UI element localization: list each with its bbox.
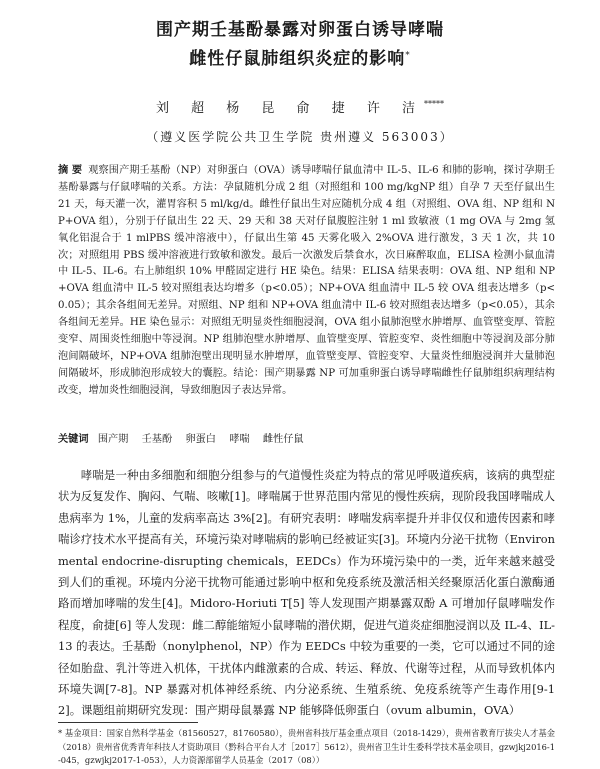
keyword: 壬基酚 bbox=[141, 434, 173, 445]
abstract bbox=[58, 163, 555, 400]
keyword: 哮喘 bbox=[229, 434, 250, 445]
keyword: 围产期 bbox=[97, 434, 129, 445]
title-line-2 bbox=[0, 44, 600, 69]
footnote-funding: * 基金项目：国家自然科学基金（81560527，81760580），贵州省科技厅基金重点项目（2018-1429），贵州省教育厅拔尖人才基金（2018）贵州省优秀青年科技人才资助项目（黔科合平台人才［2017］5612），贵州省卫生计生委科学技术基金项目，gzwjkj2016-1-045，gzwjkj2017-1-053），人力资源部留学人员基金（2017（08）） bbox=[58, 728, 556, 765]
title-footnote-marker: * bbox=[405, 50, 411, 61]
abstract-label: 摘 要 bbox=[58, 165, 83, 176]
affiliation: （遵义医学院公共卫生学院 贵州遵义 563003） bbox=[146, 130, 454, 144]
title-line-1: 围产期壬基酚暴露对卵蛋白诱导哮喘 bbox=[156, 20, 444, 40]
body-paragraph: 哮喘是一种由多细胞和细胞分组参与的气道慢性炎症为特点的常见呼吸道疾病，该病的典型症状为反复发作、胸闷、气喘、咳嗽[1]。哮喘属于世界范围内常见的慢性疾病，现阶段我国哮喘成人患病率为 1%，儿童的发病率高达 3%[2]。有研究表明：哮喘发病率提升并非仅仅和遗传因素和哮喘诊疗技术水平提高有关，环境污染对哮喘病的影响已经被证实[3]。环境内分泌干扰物（Environmental endocrine-disrupting chemicals，EEDCs）作为环境污染中的一类，近年来越来越受到人们的重视。环境内分泌干扰物可能通过影响中枢和免疫系统及激活相关经聚原活化蛋白激酶通路而增加哮喘的发生[4]。Midoro-Horiuti T[5] 等人发现围产期暴露双酚 A 可增加仔鼠哮喘发作程度，俞捷[6] 等人发现：雌二醇能缩短小鼠哮喘的潜伏期，促进气道炎症细胞浸润以及 IL-4、IL-13 的表达。壬基酚（nonylphenol，NP）作为 EEDCs 中较为重要的一类，它可以通过不同的途径如胎盘、乳汁等进入机体，干扰体内雌激素的合成、转运、释放、代谢等过程，从而导致机体内环境失调[7-8]。NP 暴露对机体神经系统、内分泌系统、生殖系统、免疫系统等产生毒作用[9-12]。课题组前期研究发现：围产期母鼠暴露 NP 能够降低卵蛋白（ovum albumin，OVA） bbox=[58, 468, 555, 718]
title-line-2-text: 雌性仔鼠肺组织炎症的影响 bbox=[189, 49, 406, 69]
author-list bbox=[0, 97, 600, 116]
author-mark-2: *** bbox=[431, 99, 444, 109]
keyword: 卵蛋白 bbox=[185, 434, 216, 445]
keyword: 雌性仔鼠 bbox=[262, 434, 304, 445]
author-names: 刘 超 杨 昆 俞 捷 许 洁 bbox=[156, 101, 424, 116]
author-mark-1: ** bbox=[423, 99, 432, 109]
keywords-label: 关键词 bbox=[58, 434, 89, 445]
footnote-divider bbox=[58, 722, 198, 723]
abstract-text: 观察围产期壬基酚（NP）对卵蛋白（OVA）诱导哮喘仔鼠血清中 IL-5、IL-6 和肺的影响，探讨孕期壬基酚暴露与仔鼠哮喘的关系。方法：孕鼠随机分成 2 组（对照组和 100 mg/kgNP 组）自孕 7 天至仔鼠出生 21 天，每天灌一次，灌胃容积 5 ml/kg/d。雌性仔鼠出生对应随机分成 4 组（对照组、OVA 组、NP 组和 NP+OVA 组），分别于仔鼠出生 22 天、29 天和 38 天对仔鼠腹腔注射 1 ml 致敏液（1 mg OVA 与 2mg 氢氧化铝混合于 1 mlPBS 缓冲溶液中），仔鼠出生第 45 天雾化吸入 2%OVA 进行激发，3 天 1 次，共 10 次；对照组用 PBS 缓冲溶液进行致敏和激发。最后一次激发后禁食水，次日麻醉取血，ELISA 检测小鼠血清中 IL-5、IL-6。右上肺组织 10% 甲醛固定进行 HE 染色。结果：ELISA 结果表明：OVA 组、NP 组和 NP+OVA 组血清中 IL-5 较对照组表达均增多（p<0.05）；NP+OVA 组血清中 IL-5 较 OVA 组表达增多（p<0.05）；其余各组间无差异。对照组、NP 组和 NP+OVA 组血清中 IL-6 较对照组表达增多（p<0.05），其余各组间无差异。HE 染色显示：对照组无明显炎性细胞浸润，OVA 组小鼠肺泡壁水肿增厚、血管壁变厚、管腔变窄、周围炎性细胞中等浸润。NP 组肺泡壁水肿增厚、血管壁变厚、管腔变窄、炎性细胞中等浸润及部分肺泡间隔破坏，NP+OVA 组肺泡壁出现明显水肿增厚，血管壁变厚、管腔变窄、大量炎性细胞浸润并大量肺泡间隔破坏，形成肺泡形成较大的囊腔。结论：围产期暴露 NP 可加重卵蛋白诱导哮喘雌性仔鼠肺组织病理结构改变，增加炎性细胞浸润，导致细胞因子表达异常。 bbox=[58, 165, 555, 396]
keywords bbox=[58, 432, 555, 448]
